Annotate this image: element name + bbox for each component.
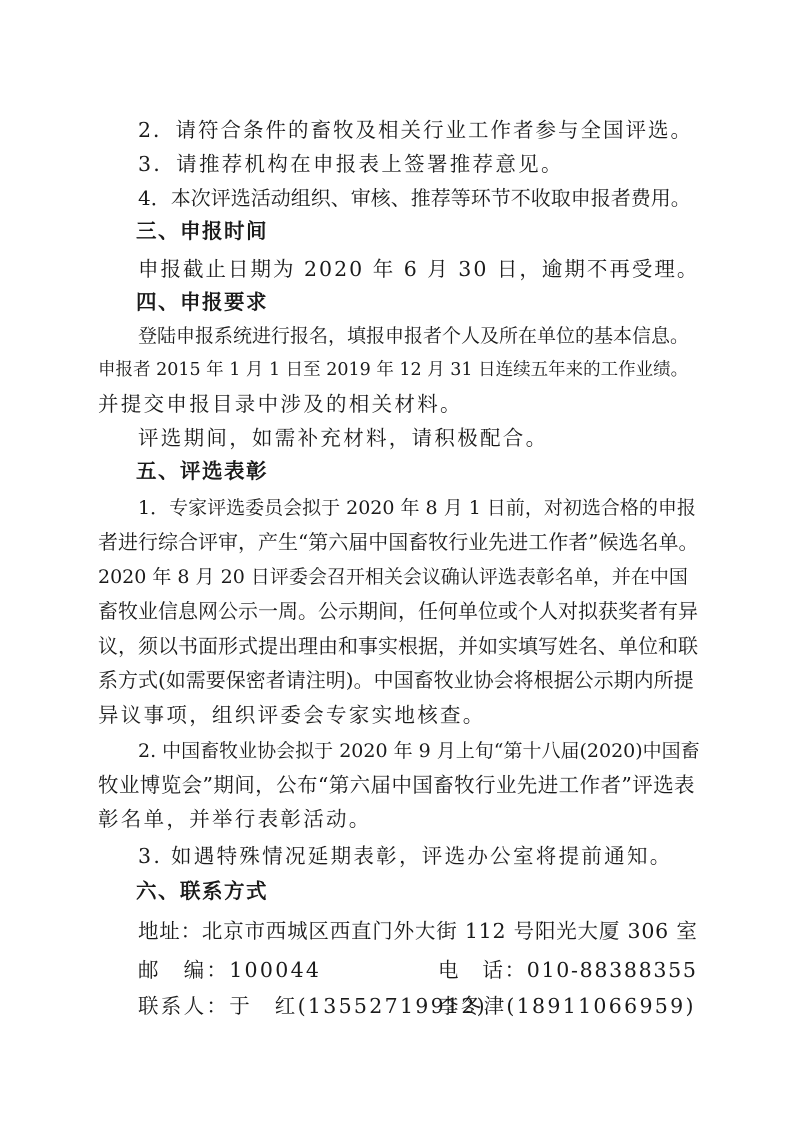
paragraph-requirements-line-2: 申报者 2015 年 1 月 1 日至 2019 年 12 月 31 日连续五年来的工作业绩。 [98,360,689,380]
paragraph-award-2-line-1: 2. 中国畜牧业协会拟于 2020 年 9 月上旬“第十八届(2020)中国畜 [138,740,700,762]
paragraph-award-1-line-3: 2020 年 8 月 20 日评委会召开相关会议确认评选表彰名单，并在中国 [98,566,688,588]
list-item-4: 4．本次评选活动组织、审核、推荐等环节不收取申报者费用。 [138,186,691,210]
paragraph-award-2-line-2: 牧业博览会”期间，公布“第六届中国畜牧行业先进工作者”评选表 [98,773,695,797]
contact-person-1: 联系人：于 红(13552719912) [138,994,487,1018]
paragraph-award-1-line-5: 议，须以书面形式提出理由和事实根据，并如实填写姓名、单位和联 [98,634,698,658]
paragraph-award-2-line-3: 彰名单，并举行表彰活动。 [98,807,372,831]
contact-person-2: 李冬津(18911066959) [438,994,696,1018]
section-heading-4: 四、申报要求 [136,290,268,314]
list-item-2: 2．请符合条件的畜牧及相关行业工作者参与全国评选。 [138,118,694,142]
paragraph-award-1-line-6: 系方式(如需要保密者请注明)。中国畜牧业协会将根据公示期内所提 [98,668,694,692]
paragraph-award-1-line-7: 异议事项，组织评委会专家实地核查。 [98,703,486,727]
contact-postcode: 邮 编：100044 [138,958,322,982]
section-heading-3: 三、申报时间 [136,219,268,243]
section-heading-6: 六、联系方式 [136,879,268,903]
paragraph-award-1-line-4: 畜牧业信息网公示一周。公示期间，任何单位或个人对拟获奖者有异 [98,599,698,623]
paragraph-requirements-line-1: 登陆申报系统进行报名，填报申报者个人及所在单位的基本信息。 [138,325,690,347]
paragraph-award-1-line-1: 1．专家评选委员会拟于 2020 年 8 月 1 日前，对初选合格的申报 [138,497,696,519]
contact-address: 地址：北京市西城区西直门外大街 112 号阳光大厦 306 室 [138,919,698,943]
paragraph-deadline: 申报截止日期为 2020 年 6 月 30 日，逾期不再受理。 [138,257,700,281]
list-item-3: 3．请推荐机构在申报表上签署推荐意见。 [138,152,564,176]
paragraph-award-3: 3. 如遇特殊情况延期表彰，评选办公室将提前通知。 [138,844,673,868]
paragraph-cooperation: 评选期间，如需补充材料，请积极配合。 [138,426,549,450]
paragraph-award-1-line-2: 者进行综合评审，产生“第六届中国畜牧行业先进工作者”候选名单。 [98,530,699,554]
paragraph-requirements-line-3: 并提交申报目录中涉及的相关材料。 [98,392,463,416]
section-heading-5: 五、评选表彰 [136,459,268,483]
contact-phone: 电 话：010-88388355 [438,958,698,982]
